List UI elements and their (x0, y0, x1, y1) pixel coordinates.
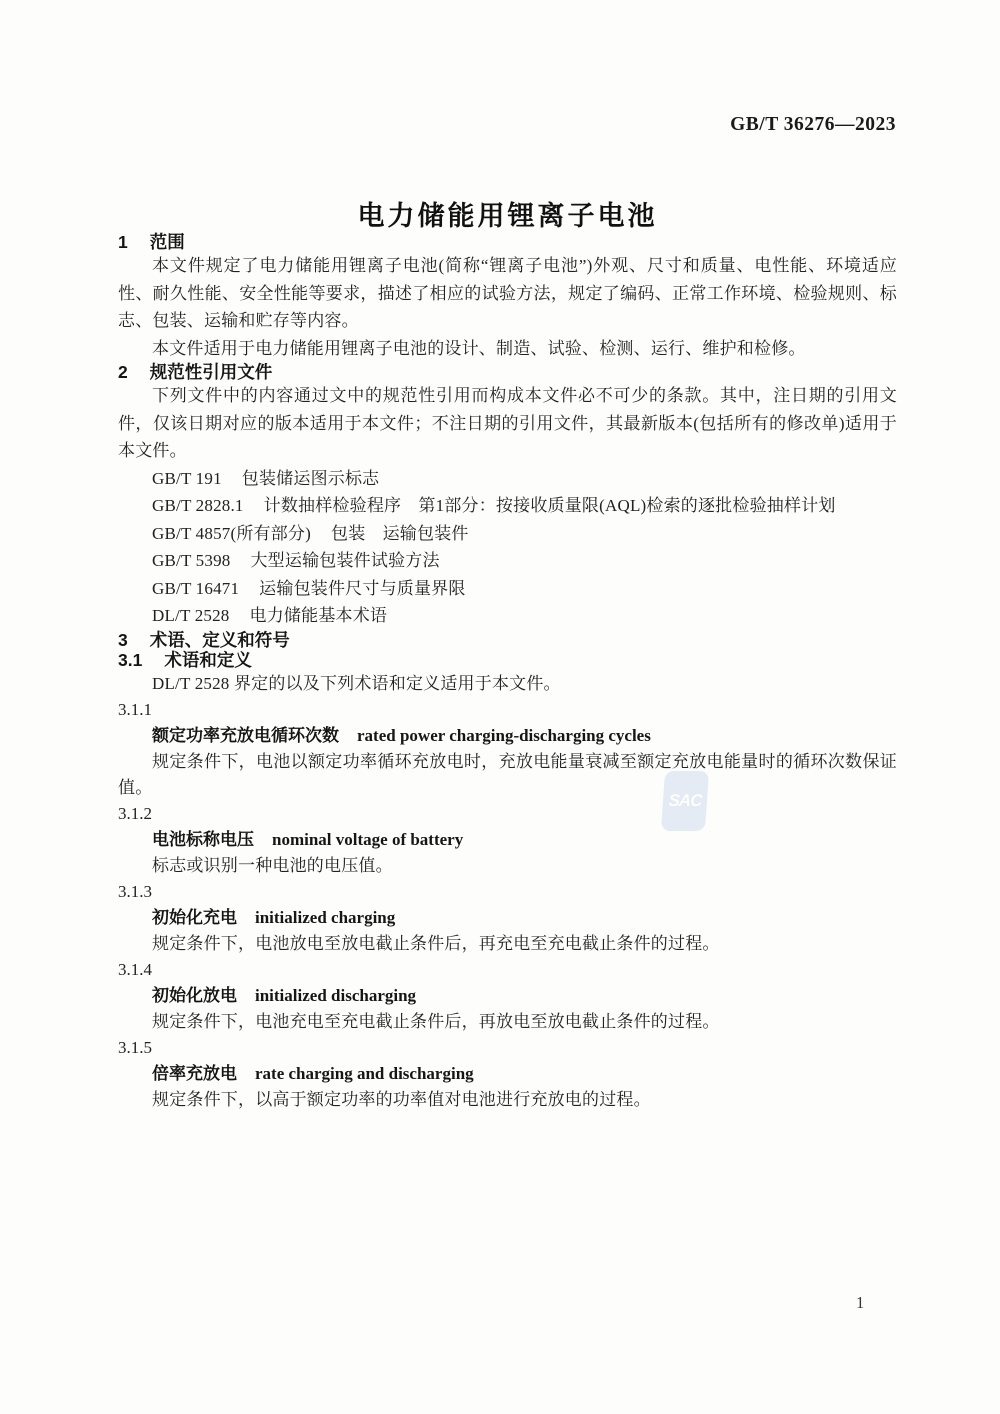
reference-title: 包装储运图示标志 (241, 468, 380, 488)
terms-intro: DL/T 2528 界定的以及下列术语和定义适用于本文件。 (152, 673, 561, 693)
clause-3-1-title: 术语和定义 (164, 649, 252, 670)
term-entry-3-1-5 (118, 1035, 897, 1113)
reference-code: GB/T 16471 (152, 578, 240, 598)
reference-title: 运输包装件尺寸与质量界限 (259, 578, 466, 598)
term-number: 3.1.1 (118, 700, 152, 719)
clause-1-title: 范围 (149, 232, 185, 252)
term-en: rate charging and discharging (255, 1064, 474, 1083)
term-definition: 规定条件下，电池以额定功率循环充放电时，充放电能量衰减至额定充放电能量时的循环次数保证值。 (118, 752, 897, 797)
clause-3-1-heading (118, 650, 897, 670)
normative-refs-intro: 下列文件中的内容通过文中的规范性引用而构成本文件必不可少的条款。其中，注日期的引用文件，仅该日期对应的版本适用于本文件；不注日期的引用文件，其最新版本(包括所有的修改单)适用于本文件。 (118, 386, 897, 460)
term-title (118, 1061, 897, 1087)
page-number: 1 (856, 1293, 865, 1312)
reference-title: 大型运输包装件试验方法 (250, 551, 440, 570)
term-definition: 规定条件下，电池充电至充电截止条件后，再放电至放电截止条件的过程。 (152, 1012, 720, 1031)
standard-code: GB/T 36276—2023 (730, 114, 896, 135)
term-en: rated power charging-discharging cycles (357, 726, 651, 745)
term-entry-3-1-1 (118, 697, 897, 801)
scope-paragraph-2: 本文件适用于电力储能用锂离子电池的设计、制造、试验、检测、运行、维护和检修。 (152, 338, 806, 358)
clause-2-number: 2 (118, 362, 128, 382)
reference-item (118, 465, 897, 493)
terms-list (118, 697, 897, 1113)
term-title (118, 827, 897, 853)
sac-watermark-text: SAC (667, 791, 703, 810)
reference-code: DL/T 2528 (152, 606, 230, 625)
term-definition: 规定条件下，以高于额定功率的功率值对电池进行充放电的过程。 (152, 1090, 651, 1109)
clause-2-heading (118, 362, 897, 382)
scope-paragraph-1: 本文件规定了电力储能用锂离子电池(简称“锂离子电池”)外观、尺寸和质量、电性能、环境适应性、耐久性能、安全性能等要求，描述了相应的试验方法，规定了编码、正常工作环境、检验规则、标志、包装、运输和贮存等内容。 (118, 256, 897, 330)
reference-list (118, 465, 897, 630)
reference-item (118, 492, 897, 520)
clause-3-heading (118, 630, 897, 650)
reference-code: GB/T 5398 (152, 551, 231, 570)
term-entry-3-1-3 (118, 879, 897, 957)
term-definition: 标志或识别一种电池的电压值。 (152, 856, 393, 875)
reference-item (118, 575, 897, 603)
term-title (118, 983, 897, 1009)
reference-item (118, 602, 897, 630)
reference-item (118, 520, 897, 548)
clause-3-number: 3 (118, 629, 128, 650)
page-title: 电力储能用锂离子电池 (357, 201, 658, 231)
term-en: nominal voltage of battery (272, 830, 464, 849)
term-title (118, 723, 897, 749)
term-zh: 电池标称电压 (152, 830, 254, 849)
clause-3-1-number: 3.1 (118, 649, 143, 670)
term-zh: 初始化充电 (152, 908, 237, 927)
term-zh: 倍率充放电 (152, 1064, 237, 1083)
term-entry-3-1-2 (118, 801, 897, 879)
reference-title: 包装 运输包装件 (331, 523, 469, 543)
term-number: 3.1.2 (118, 804, 152, 823)
reference-code: GB/T 191 (152, 468, 222, 488)
reference-item (118, 547, 897, 575)
page-content (118, 0, 897, 1113)
term-number: 3.1.4 (118, 960, 152, 979)
clause-1-heading (118, 232, 897, 252)
reference-code: GB/T 4857(所有部分) (152, 523, 311, 543)
term-entry-3-1-4 (118, 957, 897, 1035)
term-number: 3.1.3 (118, 882, 152, 901)
term-zh: 额定功率充放电循环次数 (152, 726, 339, 745)
term-number: 3.1.5 (118, 1038, 152, 1057)
reference-code: GB/T 2828.1 (152, 496, 244, 515)
clause-3-title: 术语、定义和符号 (149, 629, 290, 650)
reference-title: 计数抽样检验程序 第1部分：按接收质量限(AQL)检索的逐批检验抽样计划 (263, 496, 836, 515)
clause-1-number: 1 (118, 232, 128, 252)
term-en: initialized charging (255, 908, 396, 927)
clause-2-title: 规范性引用文件 (149, 362, 273, 382)
reference-title: 电力储能基本术语 (249, 606, 388, 625)
term-definition: 规定条件下，电池放电至放电截止条件后，再充电至充电截止条件的过程。 (152, 934, 720, 953)
term-zh: 初始化放电 (152, 986, 237, 1005)
term-en: initialized discharging (255, 986, 417, 1005)
term-title (118, 905, 897, 931)
